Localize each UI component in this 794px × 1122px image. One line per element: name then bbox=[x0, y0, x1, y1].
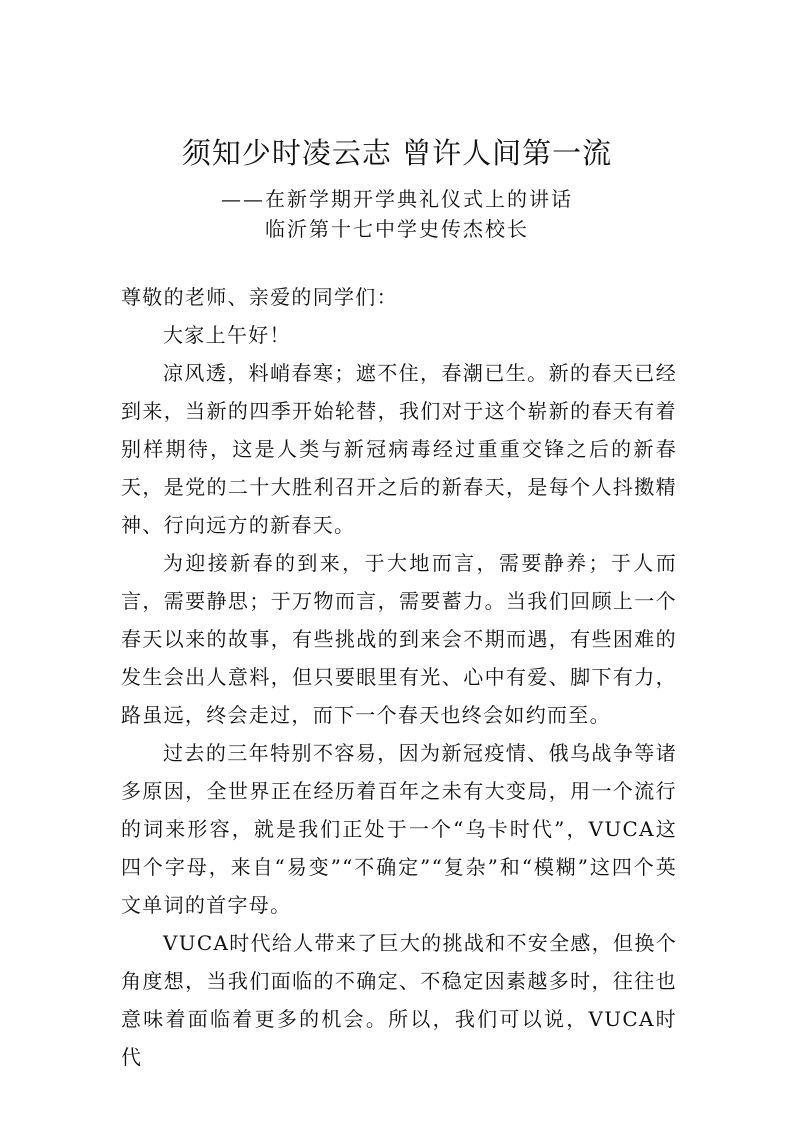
paragraph-vuca-opportunity: VUCA时代给人带来了巨大的挑战和不安全感，但换个角度想，当我们面临的不确定、不稳定因素越多时，往往也 意味着面临着更多的机会。所以，我们可以说，VUCA时代 bbox=[121, 931, 677, 1069]
speaker-line: 临沂第十七中学史传杰校长 bbox=[265, 217, 529, 241]
paragraph-vuca-intro: 过去的三年特别不容易，因为新冠疫情、俄乌战争等诸多原因，全世界正在经历着百年之未有大变局，用一个流行的词来形容，就是我们正处于一个“乌卡时代”，VUCA这四个字母，来自“易变”“不确定”“复杂”和“模糊”这四个英文单词的首字母。 bbox=[121, 741, 677, 917]
paragraph-spring: 凉风透，料峭春寒；遮不住，春潮已生。新的春天已经到来，当新的四季开始轮替，我们对于这个崭新的春天有着别样期待，这是人类与新冠病毒经过重重交锋之后的新春天，是党的二十大胜利召开之后的新春天，是每个人抖擞精神、行向远方的新春天。 bbox=[121, 361, 677, 537]
salutation: 尊敬的老师、亲爱的同学们： bbox=[121, 285, 398, 309]
speech-title: 须知少时凌云志 曾许人间第一流 bbox=[181, 136, 613, 170]
speech-body bbox=[121, 278, 677, 1076]
paragraph-greeting: 大家上午好！ bbox=[163, 323, 291, 347]
paragraph-preparation: 为迎接新春的到来，于大地而言，需要静养；于人而言，需要静思；于万物而言，需要蓄力。当我们回顾上一个春天以来的故事，有些挑战的到来会不期而遇，有些困难的发生会出人意料，但只要眼里有光、心中有爱、脚下有力，路虽远，终会走过，而下一个春天也终会如约而至。 bbox=[121, 551, 677, 727]
speech-subtitle: ——在新学期开学典礼仪式上的讲话 bbox=[221, 187, 573, 211]
